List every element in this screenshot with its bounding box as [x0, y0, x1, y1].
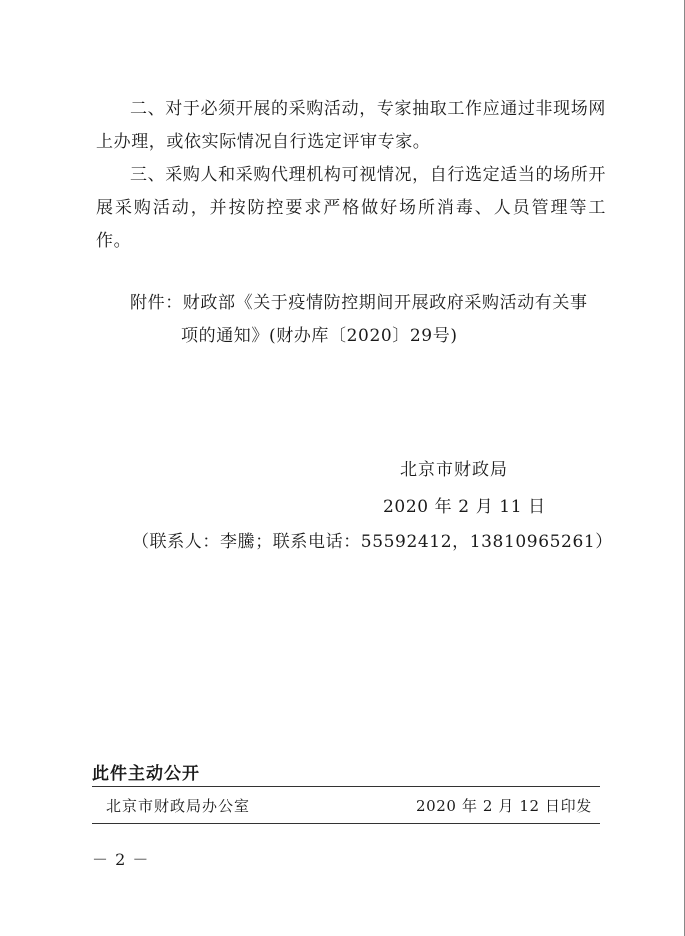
attachment-line-2: 项的通知》(财办库〔2020〕29号): [181, 326, 458, 346]
footer-rule-top: [92, 786, 600, 787]
issuer-name: 北京市财政局: [400, 460, 508, 480]
issue-date: 2020 年 2 月 11 日: [383, 497, 546, 517]
print-date: 2020 年 2 月 12 日印发: [416, 797, 592, 815]
issuing-office: 北京市财政局办公室: [106, 797, 251, 815]
attachment-note: [130, 287, 606, 353]
paragraph-item-2: 二、对于必须开展的采购活动，专家抽取工作应通过非现场网上办理，或依实际情况自行选定评审专家。: [96, 99, 606, 152]
page-number: － 2 －: [92, 850, 150, 869]
public-notice: 此件主动公开: [92, 764, 200, 784]
footer-rule-bottom: [92, 823, 600, 824]
paragraph-item-3: 三、采购人和采购代理机构可视情况，自行选定适当的场所开展采购活动，并按防控要求严格做好场所消毒、人员管理等工作。: [96, 165, 606, 251]
contact-info: （联系人：李騰；联系电话：55592412，13810965261）: [132, 532, 613, 552]
attachment-line-1: 附件：财政部《关于疫情防控期间开展政府采购活动有关事: [130, 293, 588, 313]
